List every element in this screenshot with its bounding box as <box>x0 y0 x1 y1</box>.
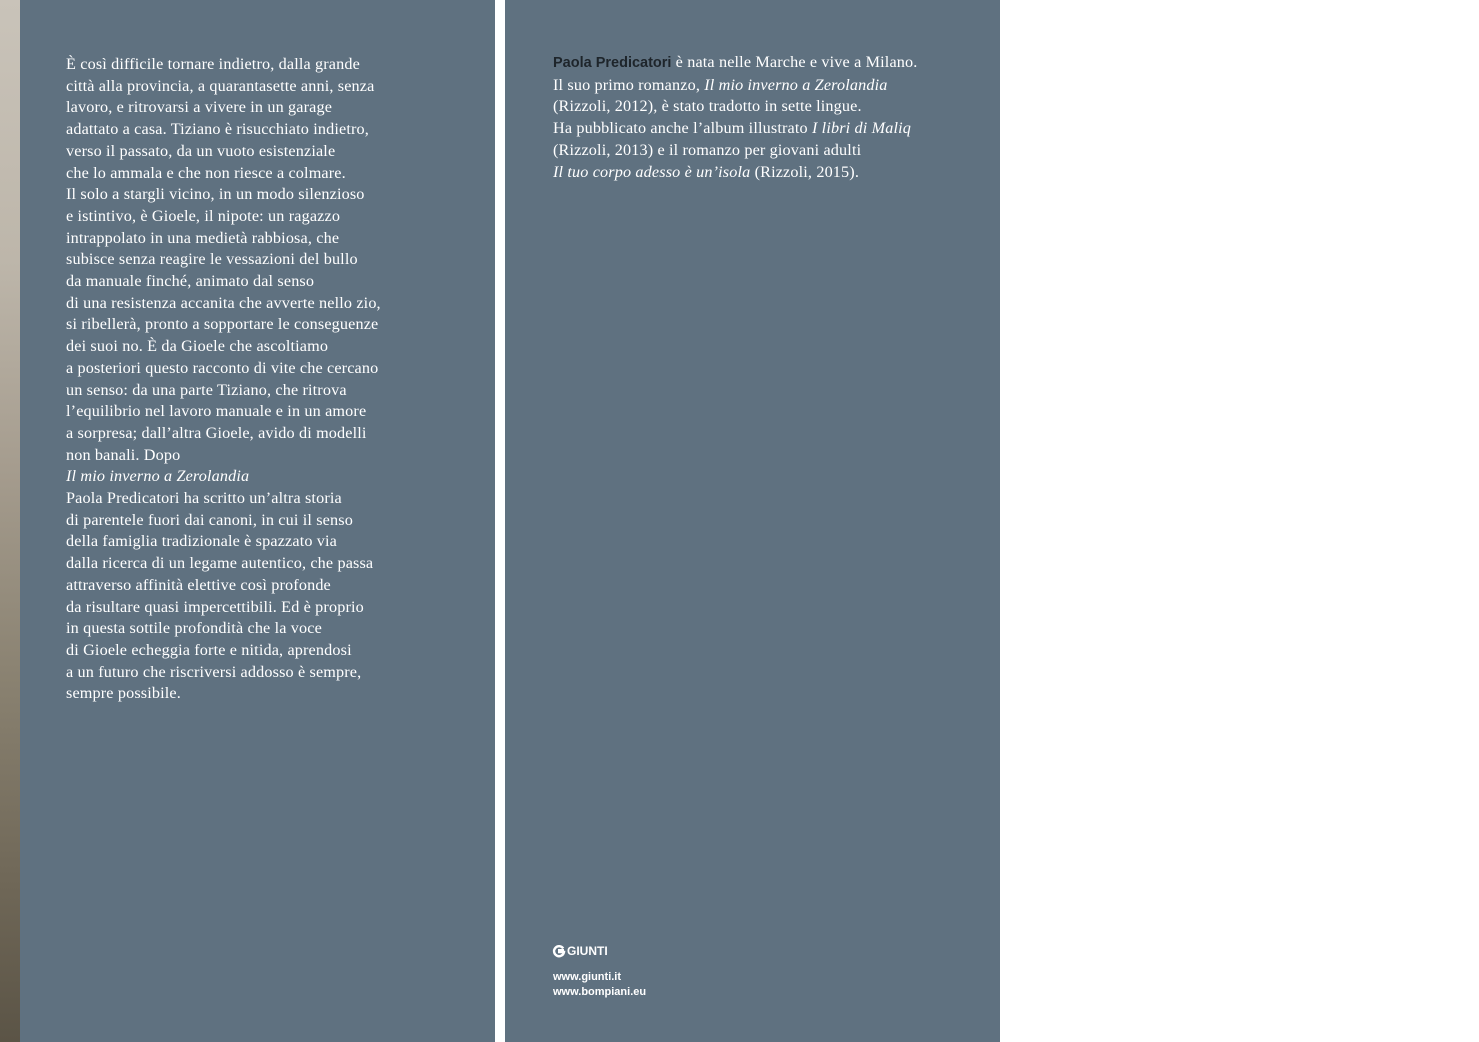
author-bio <box>553 52 993 183</box>
book-title: Il tuo corpo adesso è un’isola <box>553 162 751 181</box>
blurb-line: adattato a casa. Tiziano è risucchiato indietro, <box>66 120 369 139</box>
blurb-line: città alla provincia, a quarantasette anni, senza <box>66 76 375 95</box>
blurb-line: Paola Predicatori ha scritto un’altra storia <box>66 489 342 508</box>
publisher-url-giunti[interactable]: www.giunti.it <box>553 971 622 983</box>
blurb-line: a un futuro che riscriversi addosso è sempre, <box>66 662 362 681</box>
blurb-line: non banali. Dopo Il mio inverno a Zerolandia <box>66 445 250 486</box>
blurb-line: subisce senza reagire le vessazioni del bullo <box>66 250 358 269</box>
cover-photo-edge <box>0 0 20 1042</box>
book-title: Il mio inverno a Zerolandia <box>66 467 250 486</box>
book-title: I libri di Maliq <box>811 119 912 138</box>
blurb-line: di Gioele echeggia forte e nitida, aprendosi <box>66 640 352 659</box>
blurb-line: intrappolato in una medietà rabbiosa, che <box>66 228 340 247</box>
blurb-line: a sorpresa; dall’altra Gioele, avido di modelli <box>66 423 367 442</box>
blurb-line: l’equilibrio nel lavoro manuale e in un amore <box>66 402 367 421</box>
design-credit: Progetto grafico generale: Polystudio. <box>1457 860 1467 1002</box>
blurb-line: di parentele fuori dai canoni, in cui il senso <box>66 510 353 529</box>
blurb-line: verso il passato, da un vuoto esistenziale <box>66 141 336 160</box>
bio-line: Il suo primo romanzo, Il mio inverno a Zerolandia <box>553 75 888 94</box>
publisher-url-bompiani[interactable]: www.bompiani.eu <box>553 986 647 998</box>
photo-credit: Fotografia di copertina: © TerraProject Photographers. <box>1447 799 1456 1002</box>
blurb-line: dei suoi no. È da Gioele che ascoltiamo <box>66 337 329 356</box>
blurb-line: È così difficile tornare indietro, dalla grande <box>66 55 360 73</box>
cover-design-credit: Progetto grafico di copertina: Francesca Zucchi. <box>1468 822 1477 1002</box>
publisher-logo <box>553 944 646 958</box>
blurb-line: dalla ricerca di un legame autentico, che passa <box>66 554 374 573</box>
book-blurb <box>66 54 486 705</box>
blurb-line: lavoro, e ritrovarsi a vivere in un garage <box>66 98 333 117</box>
publisher-links <box>553 970 646 1000</box>
publisher-block <box>553 944 646 1000</box>
blurb-line: si ribellerà, pronto a sopportare le conseguenze <box>66 315 379 334</box>
blurb-line: da risultare quasi impercettibili. Ed è proprio <box>66 597 364 616</box>
front-flap <box>20 0 495 1042</box>
bio-line: (Rizzoli, 2013) e il romanzo per giovani adulti <box>553 140 862 159</box>
blurb-line: e istintivo, è Gioele, il nipote: un ragazzo <box>66 206 341 225</box>
author-name: Paola Predicatori <box>553 55 672 71</box>
blurb-line: sempre possibile. <box>66 684 181 703</box>
publisher-name: GIUNTI <box>567 944 608 958</box>
blurb-line: che lo ammala e che non riesce a colmare. <box>66 163 346 182</box>
blurb-line: attraverso affinità elettive così profonde <box>66 575 331 594</box>
giunti-g-icon <box>553 945 565 957</box>
bio-line: (Rizzoli, 2012), è stato tradotto in sette lingue. <box>553 97 862 116</box>
back-flap <box>505 0 1477 1042</box>
blurb-line: un senso: da una parte Tiziano, che ritrova <box>66 380 347 399</box>
blurb-line: in questa sottile profondità che la voce <box>66 619 322 638</box>
bio-line: Paola Predicatori è nata nelle Marche e vive a Milano. <box>553 53 918 71</box>
blurb-line: della famiglia tradizionale è spazzato via <box>66 532 338 551</box>
credits-vertical <box>1447 800 1479 1002</box>
blurb-line: a posteriori questo racconto di vite che cercano <box>66 358 379 377</box>
blurb-line: da manuale finché, animato dal senso <box>66 272 315 291</box>
bio-line: Ha pubblicato anche l’album illustrato I libri di Maliq <box>553 119 912 138</box>
bio-line: Il tuo corpo adesso è un’isola (Rizzoli, 2015). <box>553 162 860 181</box>
blurb-line: di una resistenza accanita che avverte nello zio, <box>66 293 381 312</box>
book-title: Il mio inverno a Zerolandia <box>704 75 888 94</box>
flap-fold-gutter <box>495 0 505 1042</box>
blurb-line: Il solo a stargli vicino, in un modo silenzioso <box>66 185 365 204</box>
